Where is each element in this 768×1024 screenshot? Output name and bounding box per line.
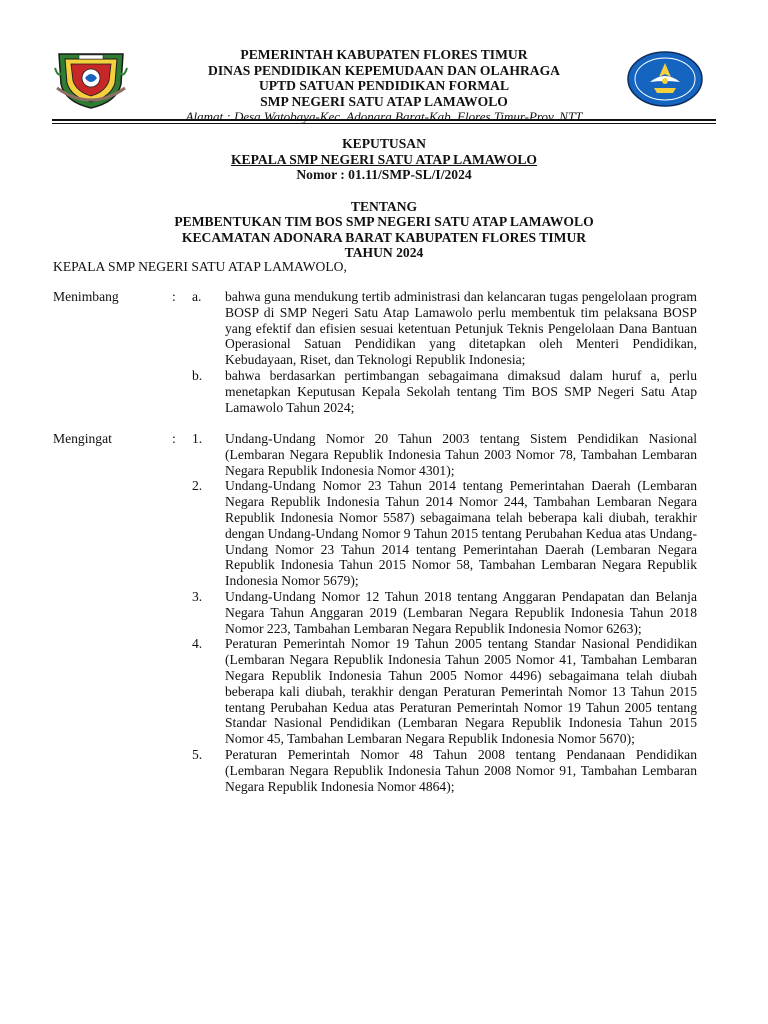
- letterhead-address: Alamat : Desa Watobaya-Kec. Adonara Barat-Kab. Flores Timur-Prov. NTT: [185, 109, 583, 124]
- list-item: [53, 368, 717, 415]
- about-line-1: PEMBENTUKAN TIM BOS SMP NEGERI SATU ATAP LAMAWOLO: [174, 214, 594, 229]
- list-item: [53, 478, 717, 589]
- item-marker: 2.: [192, 478, 203, 494]
- item-text: Undang-Undang Nomor 20 Tahun 2003 tentang Sistem Pendidikan Nasional (Lembaran Negara Republik Indonesia Tahun 2003 Nomor 78, Tambahan Lembaran Negara Republik Indonesia Nomor 4301);: [225, 431, 697, 478]
- item-text: Undang-Undang Nomor 23 Tahun 2014 tentang Pemerintahan Daerah (Lembaran Negara Republik Indonesia Tahun 2014 Nomor 244, Tambahan Lembaran Negara Republik Indonesia Nomor 5587) sebagaimana telah beberapa kali diubah, terakhir dengan Undang-Undang Nomor 9 Tahun 2015 tentang Perubahan Kedua atas Undang-Undang Nomor 23 Tahun 2014 tentang Pemerintahan Daerah (Lembaran Negara Republik Indonesia Tahun 2015 Nomor 58, Tambahan Lembaran Negara Republik Indonesia Nomor 5679);: [225, 478, 697, 589]
- item-text: bahwa guna mendukung tertib administrasi dan kelancaran tugas pengelolaan program BOSP di SMP Negeri Satu Atap Lamawolo perlu membentuk tim pelaksana BOSP yang efektif dan efisien sesuai ketentuan Petunjuk Teknis Pengelolaan Dana Bantuan Operasional Satuan Pendidikan yang ditetapkan oleh Menteri Pendidikan, Kebudayaan, Riset, dan Teknologi Republik Indonesia;: [225, 289, 697, 368]
- addressee: KEPALA SMP NEGERI SATU ATAP LAMAWOLO,: [53, 259, 347, 274]
- item-text: bahwa berdasarkan pertimbangan sebagaimana dimaksud dalam huruf a, perlu menetapkan Keputusan Kepala Sekolah tentang Tim BOS SMP Negeri Satu Atap Lamawolo Tahun 2024;: [225, 367, 697, 415]
- letterhead-divider-thin: [52, 123, 716, 124]
- menimbang-colon: :: [172, 289, 176, 304]
- list-item: [53, 431, 717, 478]
- flores-timur-crest-logo: [53, 48, 129, 110]
- item-marker: 4.: [192, 636, 203, 652]
- item-marker: b.: [192, 367, 203, 383]
- letterhead-government: PEMERINTAH KABUPATEN FLORES TIMUR: [240, 47, 528, 62]
- item-text: Peraturan Pemerintah Nomor 19 Tahun 2005 tentang Standar Nasional Pendidikan (Lembaran Negara Republik Indonesia Tahun 2005 Nomor 41, Tambahan Lembaran Negara Republik Indonesia Tahun 2005 Nomor 4496) sebagaimana telah diubah beberapa kali diubah, terakhir dengan Peraturan Pemerintah Nomor 13 Tahun 2015 tentang Perubahan Kedua atas Peraturan Pemerintah Nomor 19 Tahun 2005 tentang Standar Nasional Pendidikan (Lembaran Negara Republik Indonesia Tahun 2015 Nomor 45, Tambahan Lembaran Negara Republik Indonesia Nomor 5670);: [225, 636, 697, 747]
- menimbang-label: Menimbang: [53, 289, 119, 304]
- about-line-2: KECAMATAN ADONARA BARAT KABUPATEN FLORES TIMUR: [181, 229, 587, 245]
- item-marker: 3.: [192, 588, 203, 604]
- menimbang-section: [53, 289, 717, 415]
- decision-heading: KEPUTUSAN: [342, 136, 426, 151]
- tut-wuri-handayani-logo: [626, 50, 704, 108]
- mengingat-label: Mengingat: [53, 431, 112, 446]
- list-item: [53, 636, 717, 747]
- item-marker: a.: [192, 289, 202, 304]
- decision-issuer: KEPALA SMP NEGERI SATU ATAP LAMAWOLO: [230, 151, 538, 167]
- letterhead-divider-thick: [52, 119, 716, 121]
- letterhead-unit: UPTD SATUAN PENDIDIKAN FORMAL: [258, 78, 510, 93]
- decision-number: Nomor : 01.11/SMP-SL/I/2024: [296, 167, 472, 182]
- mengingat-section: [53, 431, 717, 794]
- letterhead: [140, 47, 628, 124]
- mengingat-colon: :: [172, 431, 176, 446]
- about-line-3: TAHUN 2024: [344, 245, 424, 260]
- item-text: Peraturan Pemerintah Nomor 48 Tahun 2008 tentang Pendanaan Pendidikan (Lembaran Negara Republik Indonesia Tahun 2008 Nomor 91, Tambahan Lembaran Negara Republik Indonesia Nomor 4864);: [225, 746, 697, 794]
- list-item: [53, 589, 717, 636]
- about-label: TENTANG: [350, 198, 418, 214]
- decision-title-block: [100, 136, 668, 261]
- item-text: Undang-Undang Nomor 12 Tahun 2018 tentang Anggaran Pendapatan dan Belanja Negara Tahun Anggaran 2019 (Lembaran Negara Republik Indonesia Tahun 2018 Nomor 223, Tambahan Lembaran Negara Republik Indonesia Nomor 6263);: [225, 588, 697, 636]
- item-marker: 1.: [192, 431, 203, 446]
- letterhead-department: DINAS PENDIDIKAN KEPEMUDAAN DAN OLAHRAGA: [208, 62, 560, 78]
- item-marker: 5.: [192, 746, 203, 762]
- letterhead-school: SMP NEGERI SATU ATAP LAMAWOLO: [260, 93, 508, 109]
- list-item: [53, 289, 717, 368]
- list-item: [53, 747, 717, 794]
